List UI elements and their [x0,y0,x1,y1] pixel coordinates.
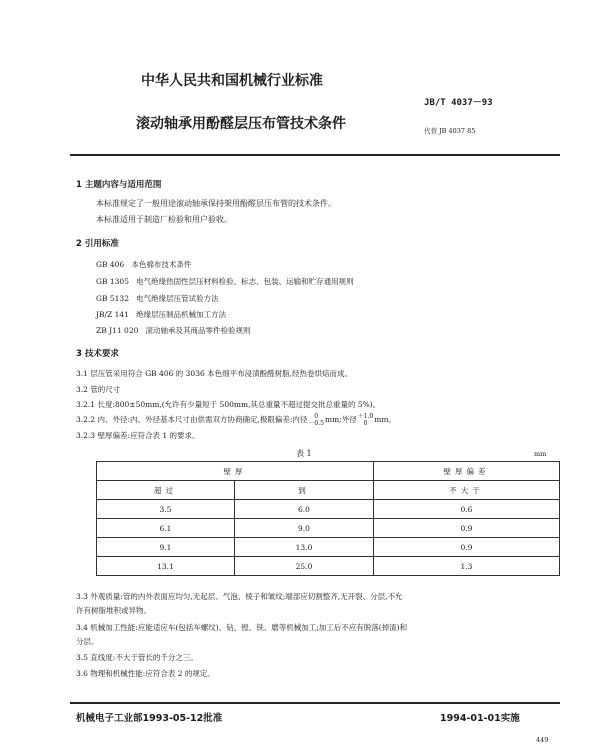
page-number: 449 [536,736,549,744]
table-row [97,557,560,576]
table-row [97,519,560,538]
header-rule [70,154,560,156]
table-row [97,538,560,557]
cell-deviation: 0.9 [374,538,560,557]
clause-3-3-line-2: 许有树脂堆积或异物。 [76,606,151,615]
section-2-heading: 2 引用标准 [76,239,119,249]
reference-item: ZB J11 020 滚动轴承及其商品零件检验规则 [96,326,251,335]
header-to: 到 [235,481,374,500]
outer-diameter-tolerance: ＋1.0 0 [357,413,374,427]
cell-over: 13.1 [97,557,235,576]
footer-rule [70,702,560,704]
clause-3-6: 3.6 物理和机械性能:应符合表 2 的规定。 [76,669,215,678]
cell-to: 9.0 [235,519,374,538]
standard-code: JB/T 4037－93 [424,98,493,108]
section-1-para-1: 本标准规定了一般用途滚动轴承保持架用酚醛层压布管的技术条件。 [96,199,336,208]
reference-item: GB 5132 电气绝缘层压管试验方法 [96,294,219,303]
clause-3-3-line-1: 3.3 外观质量:管的内外表面应均匀,无起层、气泡、棱子和皱纹;端部应切割整齐,无开裂、分层,不允 [76,592,403,601]
header-deviation: 壁厚偏差 [374,462,560,481]
table-header-row [97,462,560,481]
approval-note: 机械电子工业部1993-05-12批准 [76,713,223,724]
cell-deviation: 0.9 [374,519,560,538]
clause-3-5: 3.5 直线度:不大于管长的千分之三。 [76,653,198,662]
table-title: 表 1 [296,449,312,458]
cell-to: 25.0 [235,557,374,576]
table-row [97,500,560,519]
clause-3-2: 3.2 管的尺寸 [76,385,121,394]
section-1-para-2: 本标准适用于制造厂检验和用户验收。 [96,215,232,224]
wall-thickness-table [96,461,560,576]
reference-item: JB/Z 141 绝缘层压制品机械加工方法 [96,310,227,319]
cell-to: 13.0 [235,538,374,557]
reference-item: GB 1305 电气绝缘热固性层压材料检验、标志、包装、运输和贮存通用规则 [96,277,354,286]
org-title: 中华人民共和国机械行业标准 [141,73,323,89]
cell-over: 3.5 [97,500,235,519]
replaces-note: 代替 JB 4037 85 [424,127,476,135]
header-not-exceed: 不大于 [374,481,560,500]
cell-to: 6.0 [235,500,374,519]
document-title: 滚动轴承用酚醛层压布管技术条件 [136,116,346,132]
cell-over: 9.1 [97,538,235,557]
section-1-heading: 1 主题内容与适用范围 [76,180,162,190]
cell-deviation: 1.3 [374,557,560,576]
clause-3-2-2: 3.2.2 内、外径:内、外径基本尺寸由供需双方协商确定,极限偏差:内径 0 －0.5 mm;外径 ＋1.0 0 mm。 [76,413,396,427]
table-subheader-row [97,481,560,500]
inner-diameter-tolerance: 0 －0.5 [308,413,324,427]
clause-3-2-1: 3.2.1 长度:800±50mm,(允许有少量短于 500mm,其总重量不超过提交批总重量的 5%)。 [76,400,381,409]
effective-date: 1994-01-01实施 [440,713,520,724]
clause-3-4-line-2: 分层。 [76,637,99,646]
clause-3-4-line-1: 3.4 机械加工性能:应能适应车(包括车螺纹)、钻、镗、铣、磨等机械加工;加工后不应有脱落(掉渣)和 [76,623,408,632]
header-over: 超过 [97,481,235,500]
cell-deviation: 0.6 [374,500,560,519]
header-wall: 壁厚 [97,462,374,481]
reference-item: GB 406 本色棉布技术条件 [96,260,192,269]
cell-over: 6.1 [97,519,235,538]
table-unit: mm [534,450,547,458]
clause-3-1: 3.1 层压管采用符合 GB 406 的 3036 本色细平布浸渍酚醛树脂,经热卷烘焙而成。 [76,369,353,378]
section-3-heading: 3 技术要求 [76,349,119,359]
clause-3-2-3: 3.2.3 壁厚偏差:应符合表 1 的要求。 [76,431,200,440]
